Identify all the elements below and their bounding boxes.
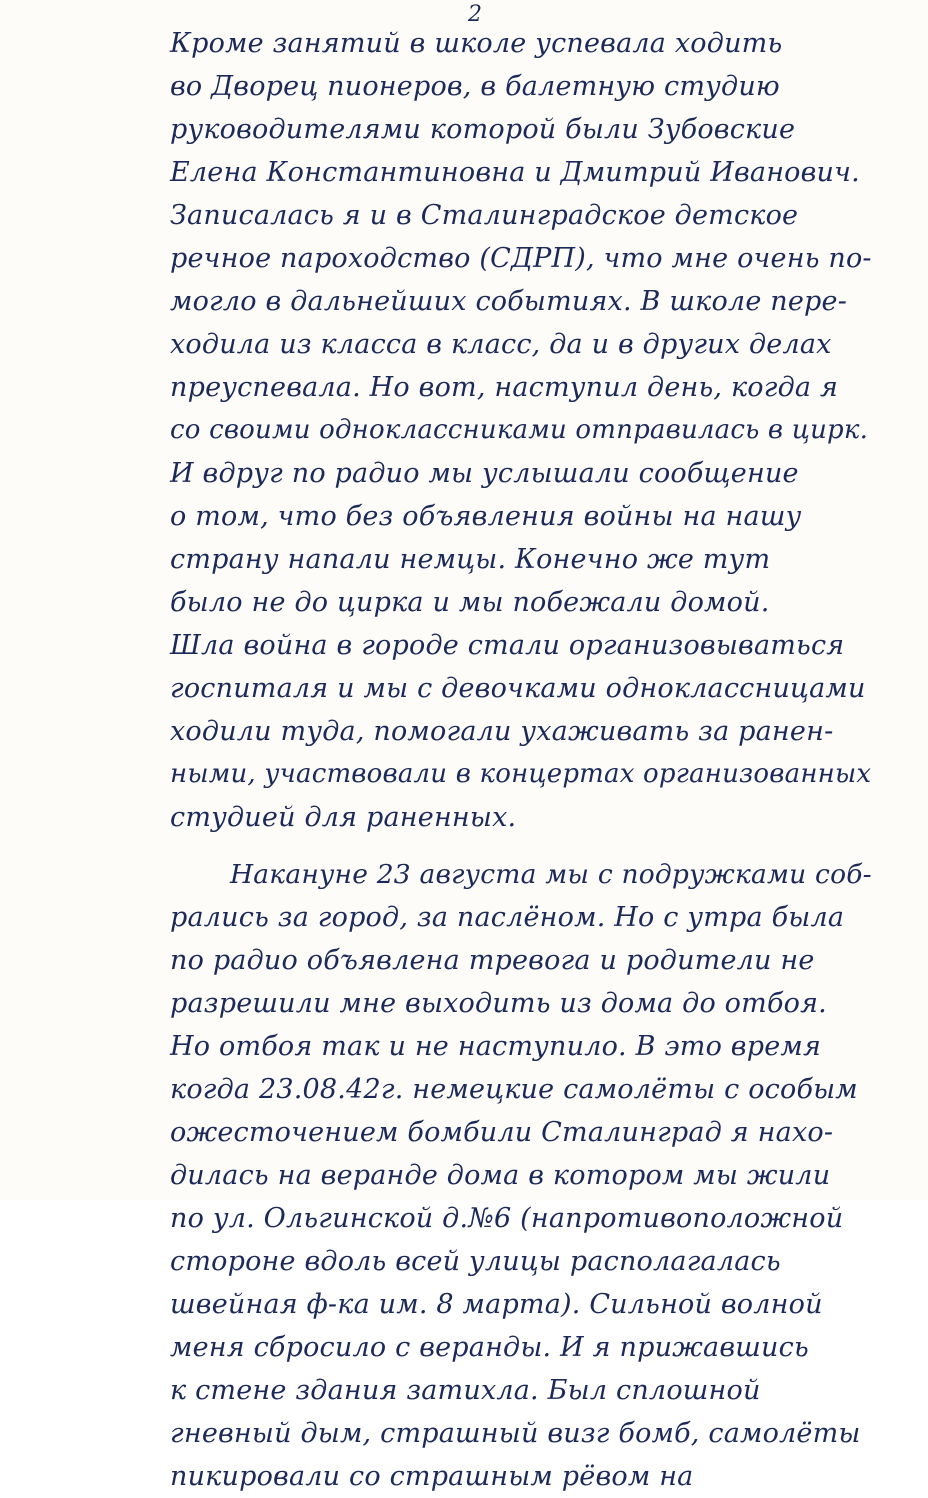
text-line: руководителями которой были Зубовские — [170, 114, 796, 145]
text-line: преуспевала. Но вот, наступил день, когда я — [170, 372, 839, 403]
text-line: во Дворец пионеров, в балетную студию — [170, 71, 780, 102]
text-line: И вдруг по радио мы услышали сообщение — [170, 458, 799, 489]
text-line: могло в дальнейших событиях. В школе пере- — [170, 286, 848, 317]
paragraph-start-line: Накануне 23 августа мы с подружками соб- — [230, 859, 872, 890]
text-line: Но отбоя так и не наступило. В это время — [170, 1031, 822, 1062]
text-line: Елена Константиновна и Дмитрий Иванович. — [170, 157, 860, 188]
text-line: ходили туда, помогали ухаживать за ранен- — [170, 716, 834, 747]
text-line: разрешили мне выходить из дома до отбоя. — [170, 988, 827, 1019]
text-line: гневный дым, страшный визг бомб, самолёты — [170, 1418, 861, 1449]
text-line: Записалась я и в Сталинградское детское — [170, 200, 799, 231]
page-number: 2 — [468, 2, 482, 27]
text-line: по ул. Ольгинской д.№6 (напротивоположной — [170, 1203, 844, 1234]
text-line: Кроме занятий в школе успевала ходить — [170, 28, 783, 59]
handwritten-text — [150, 22, 880, 1498]
text-line: стороне вдоль всей улицы располагалась — [170, 1246, 781, 1277]
text-line: было не до цирка и мы побежали домой. — [170, 587, 770, 618]
text-line: госпиталя и мы с девочками одноклассницами — [170, 673, 866, 704]
text-line: когда 23.08.42г. немецкие самолёты с особым — [170, 1074, 858, 1105]
text-line: по радио объявлена тревога и родители не — [170, 945, 815, 976]
text-line: страну напали немцы. Конечно же тут — [170, 544, 771, 575]
text-line: ожесточением бомбили Сталинград я нахо- — [170, 1117, 834, 1148]
text-line: со своими одноклассниками отправилась в цирк. — [170, 415, 869, 445]
text-line: пикировали со страшным рёвом на — [170, 1461, 694, 1492]
text-line: ходила из класса в класс, да и в других делах — [170, 329, 832, 360]
text-line: швейная ф-ка им. 8 марта). Сильной волной — [170, 1289, 823, 1320]
text-line: о том, что без объявления войны на нашу — [170, 501, 802, 532]
text-line: дилась на веранде дома в котором мы жили — [170, 1160, 831, 1191]
text-line: студией для раненных. — [170, 802, 517, 833]
text-line: речное пароходство (СДРП), что мне очень по- — [170, 243, 872, 274]
text-line: Шла война в городе стали организовываться — [170, 630, 845, 661]
text-line: меня сбросило с веранды. И я прижавшись — [170, 1332, 809, 1363]
text-line: рались за город, за паслёном. Но с утра была — [170, 902, 845, 933]
text-line: к стене здания затихла. Был сплошной — [170, 1375, 761, 1406]
text-line: ными, участвовали в концертах организованных — [170, 759, 872, 789]
